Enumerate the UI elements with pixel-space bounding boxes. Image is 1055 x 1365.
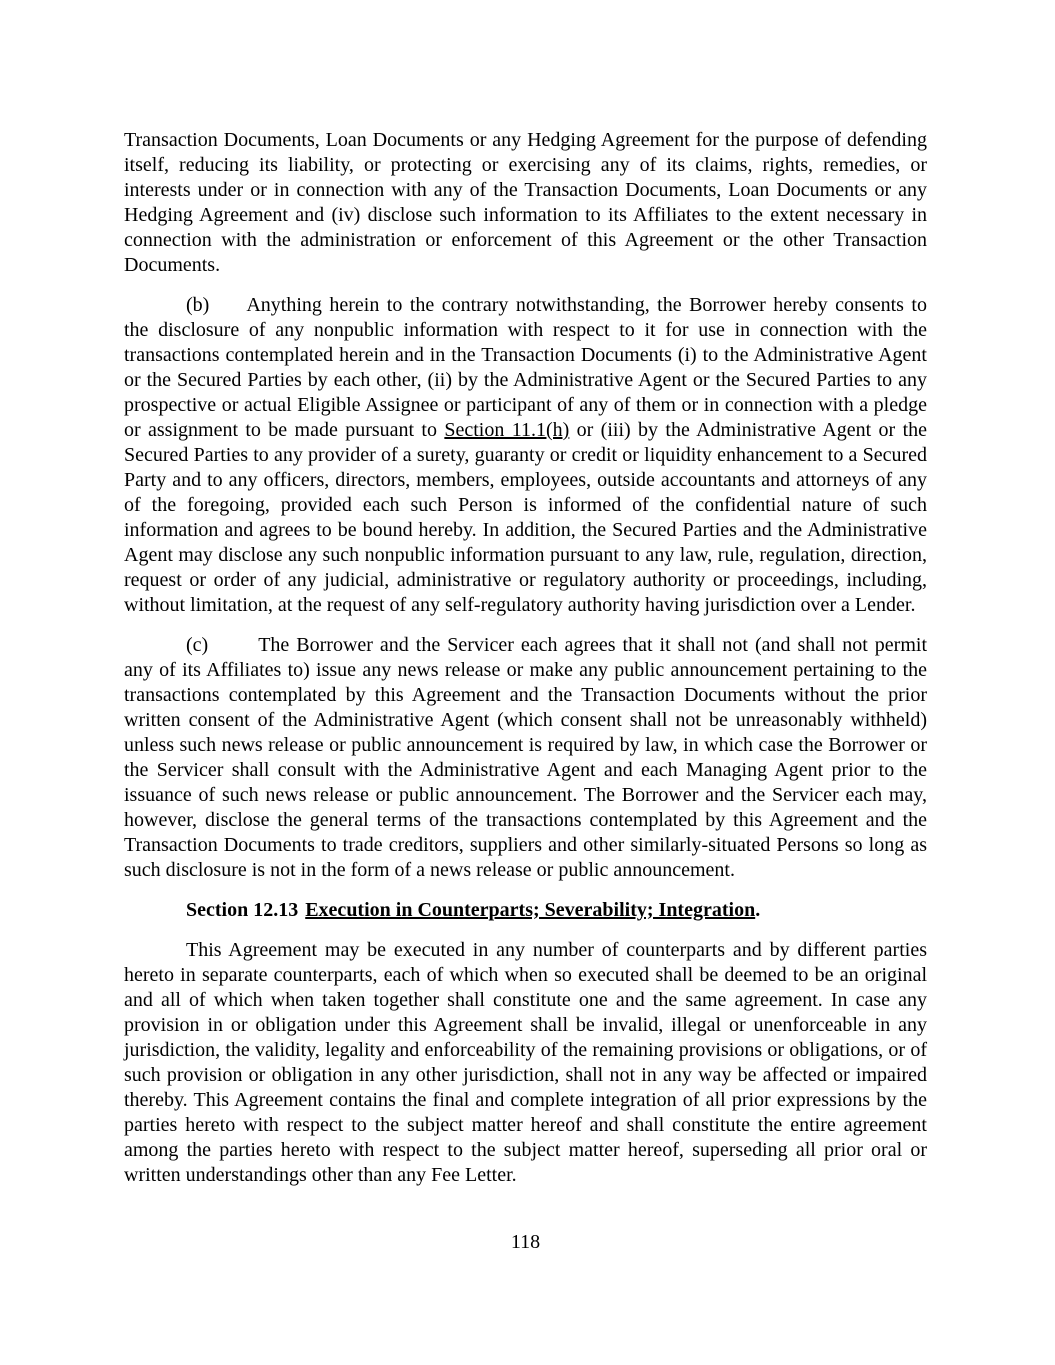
paragraph-execution: [124, 938, 927, 1188]
paragraph-continuation: [124, 128, 927, 278]
section-heading-title: Execution in Counterparts; Severability; Integration: [305, 899, 756, 921]
paragraph-text: Transaction Documents, Loan Documents or any Hedging Agreement for the purpose of defending itself, reducing its liability, or protecting or exercising any of its claims, rights, remedies, or interests under or in connection with any of the Transaction Documents, Loan Documents or any Hedging Agreement and (iv) disclose such information to its Affiliates to the extent necessary in connection with the administration or enforcement of this Agreement or the other Transaction Documents.: [124, 129, 927, 276]
paragraph-b: [124, 293, 927, 618]
paragraph-c: [124, 633, 927, 883]
section-heading: [124, 898, 927, 923]
paragraph-label: (b): [186, 294, 210, 316]
section-heading-period: .: [755, 899, 761, 921]
paragraph-label: (c): [186, 634, 209, 656]
paragraph-text: or (iii) by the Administrative Agent or the Secured Parties to any provider of a surety, guaranty or credit or liquidity enhancement to a Secured Party and to any officers, directors, members, employees, outside accountants and attorneys of any of the foregoing, provided each such Person is informed of the confidential nature of such information and agrees to be bound hereby. In addition, the Secured Parties and the Administrative Agent may disclose any such nonpublic information pursuant to any law, rule, regulation, direction, request or order of any judicial, administrative or regulatory authority or proceedings, including, without limitation, at the request of any self-regulatory authority having jurisdiction over a Lender.: [124, 419, 928, 616]
section-11-1-h-reference: Section 11.1(h): [444, 419, 570, 441]
paragraph-text: This Agreement may be executed in any number of counterparts and by different parties hereto in separate counterparts, each of which when so executed shall be deemed to be an original and all of which when taken together shall constitute one and the same agreement. In case any provision in or obligation under this Agreement shall be invalid, illegal or unenforceable in any jurisdiction, the validity, legality and enforceability of the remaining provisions or obligations, or of such provision or obligation in any other jurisdiction, shall not in any way be affected or impaired thereby. This Agreement contains the final and complete integration of all prior expressions by the parties hereto with respect to the subject matter hereof and shall constitute the entire agreement among the parties hereto with respect to the subject matter hereof, superseding all prior oral or written understandings other than any Fee Letter.: [124, 939, 927, 1186]
section-heading-label: Section 12.13: [186, 899, 299, 921]
paragraph-text: Anything herein to the contrary notwithstanding, the Borrower hereby consents to the disclosure of any nonpublic information with respect to it for use in connection with the transactions contemplated herein and in the Transaction Documents (i) to the Administrative Agent or the Secured Parties by each other, (ii) by the Administrative Agent or the Secured Parties to any prospective or actual Eligible Assignee or participant of any of them or in connection with a pledge or assignment to be made pursuant to: [124, 294, 927, 441]
paragraph-text: The Borrower and the Servicer each agrees that it shall not (and shall not permit any of its Affiliates to) issue any news release or make any public announcement pertaining to the transactions contemplated by this Agreement and the Transaction Documents without the prior written consent of the Administrative Agent (which consent shall not be unreasonably withheld) unless such news release or public announcement is required by law, in which case the Borrower or the Servicer shall consult with the Administrative Agent and each Managing Agent prior to the issuance of such news release or public announcement. The Borrower and the Servicer each may, however, disclose the general terms of the transactions contemplated by this Agreement and the Transaction Documents to trade creditors, suppliers and other similarly-situated Persons so long as such disclosure is not in the form of a news release or public announcement.: [124, 634, 927, 881]
page-number: 118: [510, 1231, 541, 1253]
page-content: [124, 128, 927, 1203]
